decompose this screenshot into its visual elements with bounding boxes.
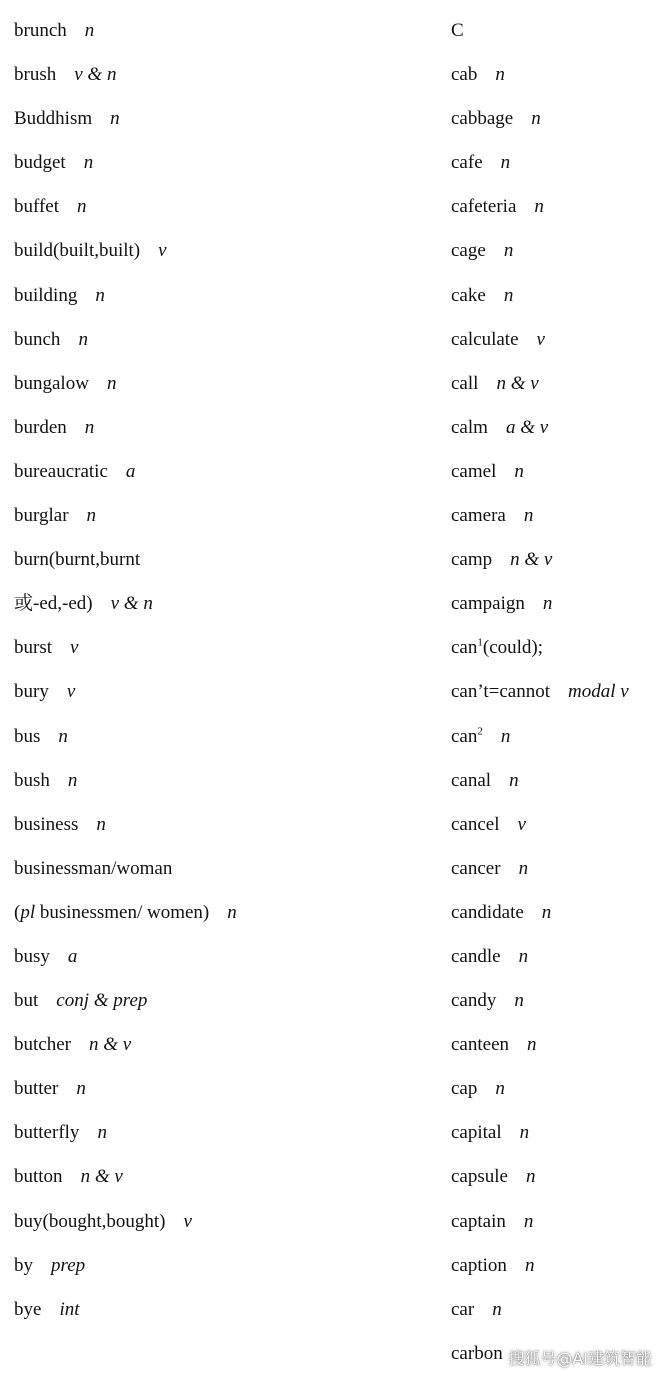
word-entry — [14, 633, 434, 677]
word-entry — [14, 986, 434, 1030]
part-of-speech: v & n — [74, 64, 117, 86]
word-entry — [14, 942, 434, 986]
headword: building — [14, 284, 78, 306]
part-of-speech: n — [500, 725, 511, 747]
word-entry — [451, 236, 663, 280]
part-of-speech: n — [97, 1122, 107, 1144]
word-entry — [14, 1118, 434, 1162]
part-of-speech: a & v — [505, 416, 549, 438]
headword: cage — [451, 240, 486, 262]
headword: canteen — [451, 1034, 510, 1056]
part-of-speech: n — [227, 901, 237, 923]
part-of-speech: v — [536, 328, 545, 350]
part-of-speech: n — [541, 901, 552, 923]
part-of-speech: v — [158, 240, 167, 262]
headword: but — [14, 990, 39, 1012]
word-entry — [451, 457, 663, 501]
part-of-speech: n — [518, 857, 529, 879]
headword: campaign — [451, 593, 525, 615]
part-of-speech: n — [518, 945, 529, 967]
part-of-speech: n — [509, 769, 519, 791]
part-of-speech: n — [514, 990, 524, 1012]
part-of-speech: n — [78, 328, 88, 350]
word-entry — [14, 1162, 434, 1206]
part-of-speech: n — [514, 460, 524, 482]
headword: Buddhism — [14, 108, 93, 130]
headword: candidate — [451, 901, 524, 923]
headword: canal — [451, 769, 492, 791]
headword: bye — [14, 1298, 42, 1320]
word-entry — [451, 413, 663, 457]
part-of-speech: n — [523, 505, 534, 527]
word-entry — [14, 545, 434, 589]
word-entry — [14, 1030, 434, 1074]
part-of-speech: n — [500, 152, 511, 174]
headword: C — [451, 20, 464, 41]
part-of-speech: n — [542, 593, 553, 615]
word-entry — [451, 898, 663, 942]
entry-prefix: ( — [14, 901, 21, 923]
word-entry — [14, 722, 434, 766]
word-entry — [14, 501, 434, 545]
headword: business — [14, 813, 79, 835]
left-word-column — [14, 16, 434, 1339]
headword: call — [451, 372, 479, 394]
headword: bus — [14, 725, 41, 747]
part-of-speech: n — [84, 416, 95, 438]
headword: buy(bought,bought) — [14, 1210, 166, 1232]
part-of-speech: n — [503, 284, 514, 306]
part-of-speech: n — [76, 1078, 86, 1100]
word-entry — [14, 1295, 434, 1339]
word-entry — [14, 236, 434, 280]
right-word-column — [451, 16, 663, 1383]
headword: camel — [451, 460, 497, 482]
word-entry — [451, 633, 663, 677]
headword: butcher — [14, 1034, 71, 1056]
headword: butter — [14, 1078, 59, 1100]
part-of-speech: n — [492, 1298, 502, 1320]
headword: buffet — [14, 196, 60, 218]
part-of-speech: v & n — [110, 593, 153, 615]
headword: cafeteria — [451, 196, 517, 218]
headword: button — [14, 1166, 63, 1188]
word-entry — [451, 677, 663, 721]
word-entry — [14, 766, 434, 810]
headword: carbon — [451, 1342, 503, 1364]
headword: bury — [14, 681, 49, 703]
part-of-speech: v — [70, 637, 79, 659]
word-entry — [14, 369, 434, 413]
word-entry — [451, 1162, 663, 1206]
word-entry — [451, 854, 663, 898]
word-entry — [451, 1295, 663, 1339]
word-entry — [451, 325, 663, 369]
headword: cabbage — [451, 108, 514, 130]
headword: camp — [451, 549, 493, 571]
headword: bureaucratic — [14, 460, 108, 482]
word-entry — [451, 766, 663, 810]
headword: businessmen/ women) — [35, 901, 210, 923]
source-watermark: 搜狐号@AI建筑智能 — [508, 1349, 652, 1368]
part-of-speech: n — [495, 64, 505, 86]
word-entry — [14, 16, 434, 60]
headword: businessman/woman — [14, 857, 173, 879]
headword: brush — [14, 64, 57, 86]
word-entry — [451, 589, 663, 633]
headword: cake — [451, 284, 486, 306]
part-of-speech: n — [534, 196, 544, 218]
part-of-speech: n — [77, 196, 87, 218]
part-of-speech: n — [84, 20, 95, 41]
headword: calm — [451, 416, 488, 438]
headword-suffix: (could); — [482, 637, 544, 659]
headword: captain — [451, 1210, 506, 1232]
headword: 或-ed,-ed) — [14, 593, 93, 615]
headword: cafe — [451, 152, 483, 174]
part-of-speech: conj & prep — [56, 990, 148, 1012]
part-of-speech: n & v — [510, 549, 553, 571]
homograph-number: 1 — [477, 636, 483, 649]
headword: burst — [14, 637, 52, 659]
word-entry — [14, 60, 434, 104]
word-entry — [14, 148, 434, 192]
word-entry — [451, 1030, 663, 1074]
part-of-speech: n — [106, 372, 117, 394]
word-entry — [451, 1207, 663, 1251]
headword: cancer — [451, 857, 501, 879]
word-entry — [451, 501, 663, 545]
headword: calculate — [451, 328, 519, 350]
word-entry — [14, 677, 434, 721]
headword: capsule — [451, 1166, 508, 1188]
part-of-speech: n — [531, 108, 541, 130]
part-of-speech: n — [110, 108, 120, 130]
word-entry — [14, 810, 434, 854]
plural-marker: pl — [20, 901, 36, 923]
part-of-speech: int — [59, 1298, 80, 1320]
headword: bungalow — [14, 372, 89, 394]
headword: burn(burnt,burnt — [14, 549, 141, 571]
homograph-number: 2 — [477, 725, 483, 738]
part-of-speech: n — [96, 813, 106, 835]
word-entry — [14, 325, 434, 369]
headword: can — [451, 725, 478, 747]
part-of-speech: n & v — [496, 372, 539, 394]
part-of-speech: prep — [51, 1254, 86, 1276]
part-of-speech: n — [524, 1254, 535, 1276]
word-entry — [451, 1251, 663, 1295]
word-entry — [451, 1118, 663, 1162]
word-entry — [14, 457, 434, 501]
part-of-speech: n — [503, 240, 514, 262]
part-of-speech: n — [527, 1034, 537, 1056]
part-of-speech: a — [67, 945, 78, 967]
word-entry — [451, 148, 663, 192]
headword: burglar — [14, 505, 69, 527]
part-of-speech: v — [517, 813, 526, 835]
word-entry — [14, 854, 434, 898]
word-entry — [451, 942, 663, 986]
headword: candle — [451, 945, 501, 967]
headword: cancel — [451, 813, 500, 835]
headword: burden — [14, 416, 67, 438]
part-of-speech: v — [183, 1210, 192, 1232]
word-entry — [451, 545, 663, 589]
word-entry — [451, 1074, 663, 1118]
headword: cap — [451, 1078, 478, 1100]
headword: budget — [14, 152, 66, 174]
word-entry — [14, 413, 434, 457]
word-entry — [451, 104, 663, 148]
headword: bunch — [14, 328, 61, 350]
part-of-speech: n — [95, 284, 105, 306]
headword: by — [14, 1254, 33, 1276]
word-entry — [14, 1074, 434, 1118]
part-of-speech: n — [86, 505, 97, 527]
word-entry — [14, 898, 434, 942]
part-of-speech: n — [525, 1166, 536, 1188]
headword: car — [451, 1298, 475, 1320]
headword: can’t=cannot — [451, 681, 550, 703]
word-entry — [451, 369, 663, 413]
word-entry — [451, 60, 663, 104]
part-of-speech: a — [125, 460, 136, 482]
word-entry — [14, 104, 434, 148]
part-of-speech: n — [67, 769, 78, 791]
word-entry — [14, 281, 434, 325]
part-of-speech: n & v — [88, 1034, 132, 1056]
word-entry — [14, 192, 434, 236]
word-entry — [451, 281, 663, 325]
part-of-speech: v — [66, 681, 76, 703]
headword: capital — [451, 1122, 502, 1144]
headword: brunch — [14, 20, 67, 41]
headword: caption — [451, 1254, 507, 1276]
headword: busy — [14, 945, 50, 967]
part-of-speech: n — [519, 1122, 530, 1144]
headword: candy — [451, 990, 497, 1012]
part-of-speech: modal v — [568, 681, 629, 703]
word-entry — [451, 986, 663, 1030]
part-of-speech: n — [58, 725, 68, 747]
part-of-speech: n & v — [80, 1166, 123, 1188]
headword: bush — [14, 769, 50, 791]
word-entry — [14, 589, 434, 633]
part-of-speech: n — [523, 1210, 534, 1232]
headword: cab — [451, 64, 478, 86]
headword: camera — [451, 505, 506, 527]
headword: build(built,built) — [14, 240, 141, 262]
word-entry — [451, 192, 663, 236]
part-of-speech: n — [83, 152, 94, 174]
word-entry — [451, 16, 663, 60]
word-entry — [14, 1207, 434, 1251]
word-entry — [14, 1251, 434, 1295]
headword: can — [451, 637, 478, 659]
word-entry — [451, 722, 663, 766]
headword: butterfly — [14, 1122, 80, 1144]
part-of-speech: n — [495, 1078, 505, 1100]
word-entry — [451, 810, 663, 854]
